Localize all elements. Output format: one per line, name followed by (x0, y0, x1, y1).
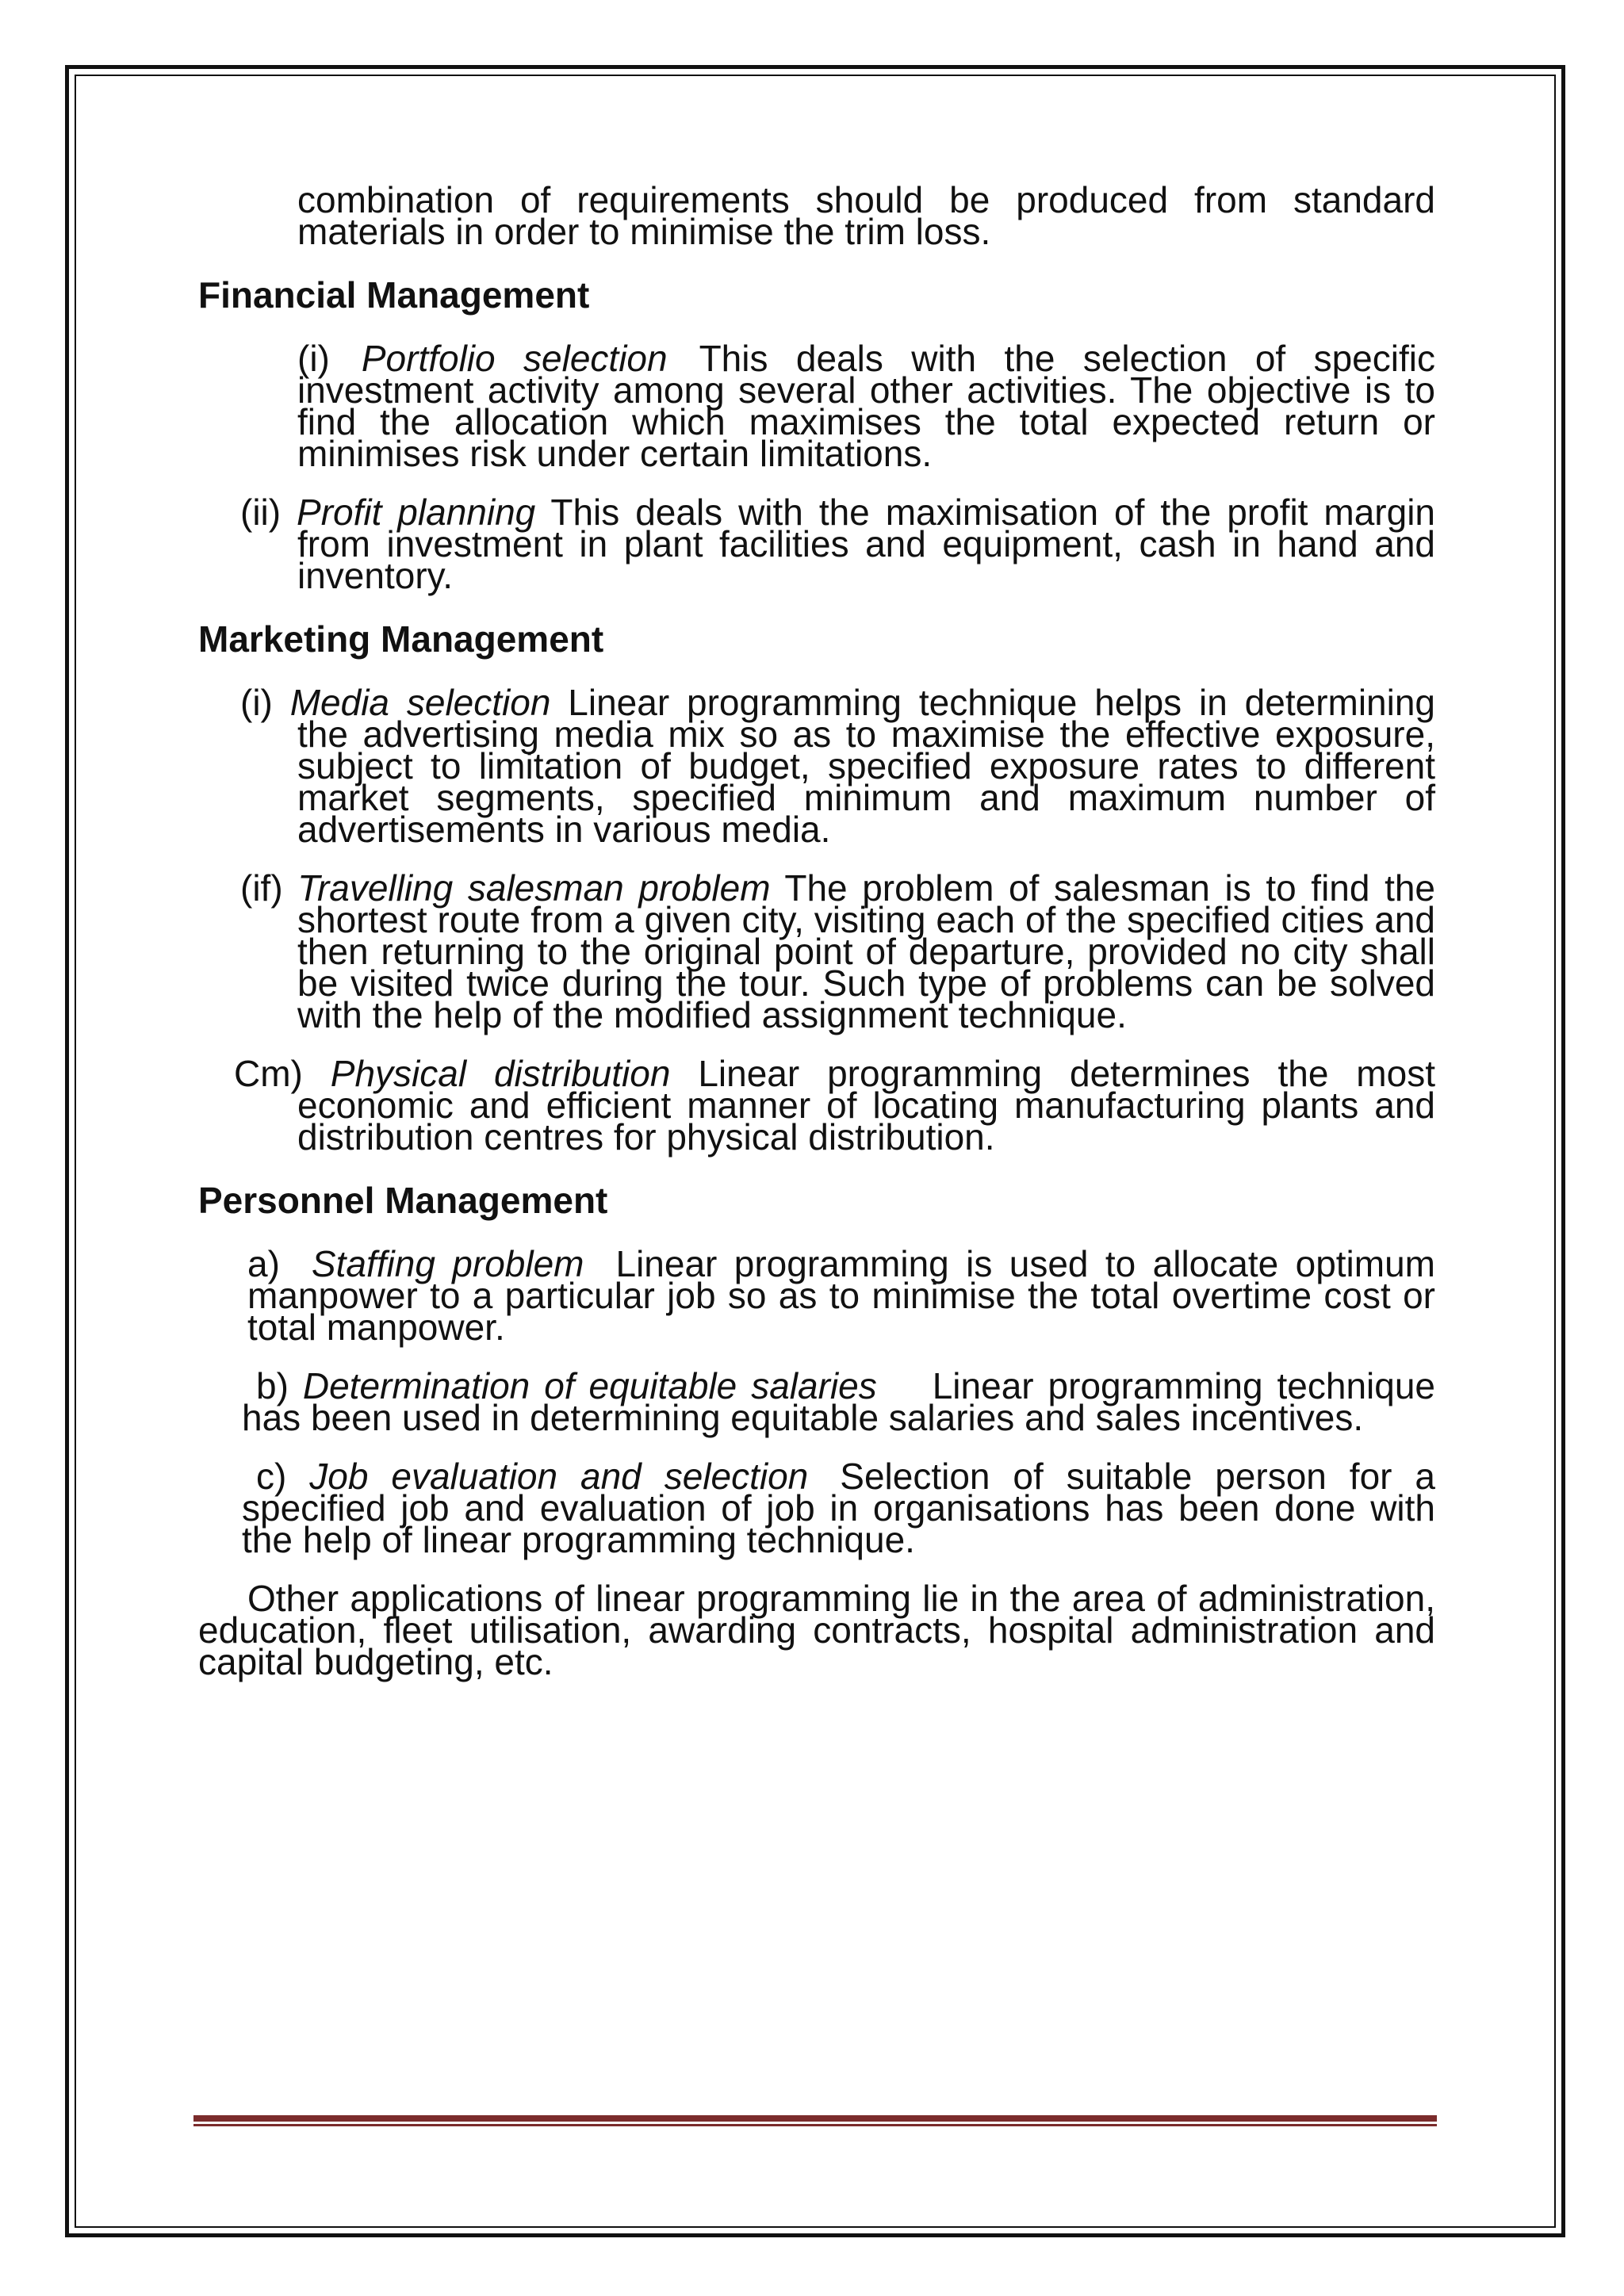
marketing-item-1 (198, 682, 1436, 850)
footer-rule-thin (193, 2124, 1437, 2126)
item-marker: Cm) (234, 1053, 303, 1094)
closing-paragraph: Other applications of linear programming lie in the area of administration, education, fleet utilisation, awarding contracts, hospital administration and capital budgeting, etc. (198, 1578, 1435, 1682)
marketing-item-2 (198, 867, 1436, 1035)
item-term: Profit planning (297, 492, 536, 533)
item-term: Portfolio selection (361, 338, 668, 379)
item-text: Linear programming technique has been used in determining equitable salaries and sales incentives. (242, 1365, 1436, 1438)
item-marker: (i) (297, 338, 330, 379)
item-text: Linear programming is used to allocate optimum manpower to a particular job so as to minimise the total overtime cost or total manpower. (247, 1243, 1435, 1348)
item-text: This deals with the maximisation of the profit margin from investment in plant facilities and equipment, cash in hand and inventory. (297, 492, 1436, 596)
personnel-item-2 (198, 1365, 1436, 1438)
personnel-heading: Personnel Management (198, 1180, 608, 1221)
item-text: Selection of suitable person for a specified job and evaluation of job in organisations has been done with the help of linear programming technique. (242, 1456, 1436, 1560)
item-text: Linear programming technique helps in determining the advertising media mix so as to maximise the effective exposure, subject to limitation of budget, specified exposure rates to different market segments, specified minimum and maximum number of advertisements in various media. (297, 682, 1436, 850)
item-marker: a) (247, 1243, 280, 1284)
item-term: Media selection (289, 682, 551, 723)
financial-heading: Financial Management (198, 274, 590, 316)
financial-item-2 (198, 492, 1436, 596)
item-term: Travelling salesman problem (297, 867, 771, 909)
item-term: Determination of equitable salaries (302, 1365, 877, 1406)
marketing-item-3 (198, 1053, 1435, 1158)
item-marker: (i) (240, 682, 273, 723)
item-term: Job evaluation and selection (309, 1456, 809, 1497)
intro-paragraph: combination of requirements should be produced from standard materials in order to minimise the trim loss. (297, 179, 1435, 252)
page-content (198, 179, 1436, 1682)
marketing-heading: Marketing Management (198, 618, 604, 660)
footer-rule-thick (193, 2115, 1437, 2122)
financial-item-1 (198, 338, 1435, 474)
item-marker: b) (256, 1365, 289, 1406)
item-text: Linear programming determines the most economic and efficient manner of locating manufacturing plants and distribution centres for physical distribution. (297, 1053, 1435, 1158)
item-marker: (if) (240, 867, 283, 909)
item-marker: c) (256, 1456, 287, 1497)
item-text: The problem of salesman is to find the shortest route from a given city, visiting each of the specified cities and then returning to the original point of departure, provided no city shall be visited twice during the tour. Such type of problems can be solved with the help of the modified assignment technique. (297, 867, 1436, 1035)
item-text: This deals with the selection of specific investment activity among several other activities. The objective is to find the allocation which maximises the total expected return or minimises risk under certain limitations. (297, 338, 1435, 474)
item-term: Physical distribution (330, 1053, 671, 1094)
item-term: Staffing problem (311, 1243, 584, 1284)
personnel-item-3 (198, 1456, 1436, 1560)
personnel-item-1 (198, 1243, 1435, 1348)
item-marker: (ii) (240, 492, 282, 533)
